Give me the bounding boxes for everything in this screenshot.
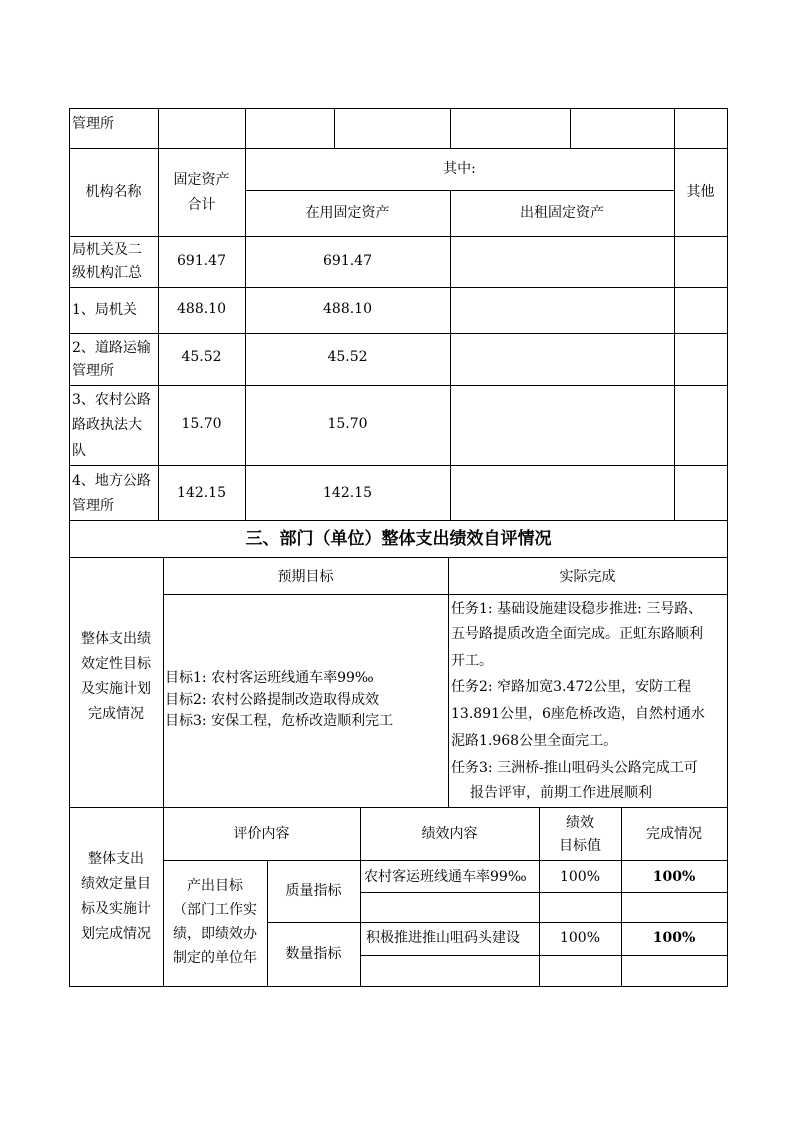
expected-header: 预期目标 (277, 569, 334, 585)
output-line: 制定的单位年 (173, 950, 257, 966)
grid-line (450, 190, 451, 520)
label-line: 效定性目标 (81, 656, 151, 672)
grid-line (69, 287, 728, 288)
grid-line (69, 520, 728, 521)
target-header: 绩效 (566, 815, 594, 831)
grid-line (158, 108, 159, 148)
row-total: 45.52 (181, 349, 222, 365)
row-name: 队 (72, 443, 86, 459)
header-other: 其他 (686, 184, 715, 200)
grid-line (570, 108, 571, 148)
row-name: 管理所 (72, 363, 114, 379)
grid-line (448, 557, 449, 807)
actual-line: 五号路提质改造全面完成。正虹东路顺利 (451, 626, 703, 642)
row-in-use: 15.70 (327, 416, 368, 432)
row-name: 1、局机关 (72, 302, 137, 318)
target-value: 100% (559, 869, 601, 885)
header-rented: 出租固定资产 (520, 205, 604, 221)
grid-line (674, 148, 675, 520)
output-line: 产出目标 (187, 878, 243, 894)
grid-line (69, 333, 728, 334)
header-among: 其中: (443, 161, 476, 177)
row-name: 管理所 (72, 498, 114, 514)
label-line: 标及实施计 (81, 901, 151, 917)
label-line: 及实施计划 (81, 681, 151, 697)
row-name: 3、农村公路 (72, 392, 151, 408)
grid-line (267, 860, 268, 986)
grid-line (69, 986, 728, 987)
row-name: 级机构汇总 (72, 265, 142, 281)
row-total: 142.15 (177, 485, 226, 501)
completion-header: 完成情况 (646, 826, 702, 842)
quantity-indicator: 数量指标 (285, 946, 342, 962)
actual-header: 实际完成 (559, 569, 616, 585)
completion-value: 100% (652, 930, 696, 946)
grid-line (69, 148, 728, 149)
goal-item: 目标2: 农村公路提制改造取得成效 (165, 692, 380, 708)
grid-line (245, 190, 674, 191)
completion-value: 100% (652, 869, 696, 885)
label-line: 整体支出 (88, 851, 144, 867)
actual-line: 开工。 (451, 653, 493, 669)
section-title: 三、部门（单位）整体支出绩效自评情况 (245, 529, 552, 549)
actual-line: 任务3: 三洲桥-推山咀码头公路完成工可 (451, 760, 698, 776)
actual-line: 13.891公里，6座危桥改造，自然村通水 (451, 706, 705, 722)
perf-content: 积极推进推山咀码头建设 (366, 930, 520, 946)
perf-content-header: 绩效内容 (421, 826, 478, 842)
label-line: 划完成情况 (81, 926, 151, 942)
goal-item: 目标1: 农村客运班线通车率99‰ (165, 670, 374, 686)
grid-line (163, 594, 728, 595)
grid-line (360, 892, 728, 893)
top-row-label: 管理所 (72, 116, 114, 132)
grid-line (69, 807, 728, 808)
actual-line: 报告评审，前期工作进展顺利 (470, 785, 652, 801)
row-name: 路政执法大 (72, 417, 142, 433)
row-name: 2、道路运输 (72, 340, 151, 356)
grid-line (69, 465, 728, 466)
grid-line (267, 922, 728, 923)
row-name: 4、地方公路 (72, 473, 151, 489)
target-value: 100% (559, 930, 601, 946)
row-total: 15.70 (181, 416, 222, 432)
grid-line (360, 955, 728, 956)
eval-content-header: 评价内容 (233, 826, 290, 842)
output-line: （部门工作实 (173, 902, 257, 918)
grid-line (450, 108, 451, 148)
row-name: 局机关及二 (72, 242, 142, 258)
target-header-2: 目标值 (559, 838, 601, 854)
grid-line (727, 108, 728, 987)
grid-line (163, 557, 164, 807)
goal-item: 目标3: 安保工程，危桥改造顺利完工 (165, 713, 394, 729)
header-org-name: 机构名称 (85, 184, 142, 200)
row-total: 691.47 (177, 253, 226, 269)
actual-line: 泥路1.968公里全面完工。 (451, 733, 618, 749)
header-fixed-total: 固定资产 (173, 172, 230, 188)
grid-line (69, 385, 728, 386)
row-in-use: 142.15 (323, 485, 372, 501)
actual-line: 任务1: 基础设施建设稳步推进: 三号路、 (451, 601, 703, 617)
grid-line (334, 108, 335, 148)
label-line: 绩效定量目 (81, 876, 151, 892)
perf-content: 农村客运班线通车率99‰ (364, 869, 527, 885)
row-in-use: 691.47 (323, 253, 372, 269)
output-line: 绩，即绩效办 (173, 926, 257, 942)
grid-line (69, 236, 728, 237)
row-total: 488.10 (177, 301, 226, 317)
label-line: 完成情况 (88, 706, 144, 722)
quality-indicator: 质量指标 (285, 883, 342, 899)
header-in-use: 在用固定资产 (305, 205, 390, 221)
grid-line (674, 108, 675, 148)
grid-line (163, 860, 728, 861)
row-in-use: 45.52 (327, 349, 368, 365)
label-line: 整体支出绩 (81, 631, 151, 647)
grid-line (69, 108, 728, 109)
grid-line (69, 557, 728, 558)
actual-line: 任务2: 窄路加宽3.472公里，安防工程 (451, 679, 692, 695)
header-fixed-total-2: 合计 (187, 197, 216, 213)
row-in-use: 488.10 (323, 301, 372, 317)
grid-line (245, 108, 246, 148)
